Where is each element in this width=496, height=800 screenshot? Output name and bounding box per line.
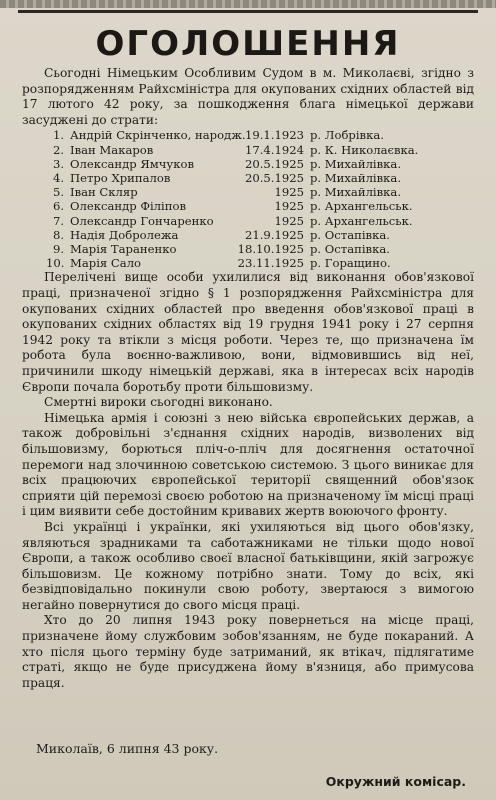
person-name: Олександр Ямчуков	[70, 156, 194, 171]
person-name: Олександр Гончаренко	[70, 213, 214, 228]
birth-place: р. К. Николаєвка.	[310, 142, 419, 157]
birth-place: р. Михайлівка.	[310, 185, 402, 200]
list-number: 10.	[46, 256, 65, 271]
birth-place: р. Архангельськ.	[310, 199, 413, 214]
list-item	[46, 242, 474, 256]
person-name: Андрій Скрінченко, народж.	[70, 128, 246, 143]
list-number: 6.	[52, 199, 64, 214]
paragraph-traitors: Всі українці і українки, які ухиляються від цього обов'язку, являються зрадниками та саботажниками не тільки щодо нової Європи, а також особливо своєї власної батьківщини, якій загрожує більшовизм. Це кожному потрібно знати. Тому до всіх, які безвідповідально покинули свою роботу, звертаюся з вимогою негайно повернутися до свого місця праці.	[22, 519, 474, 612]
birth-place: р. Лобрівка.	[310, 128, 384, 143]
birth-date: 23.11.1925	[237, 256, 304, 271]
birth-place: р. Михайлівка.	[310, 156, 402, 171]
birth-place: р. Горащино.	[310, 256, 391, 271]
birth-date: 1925	[274, 213, 304, 228]
intro-paragraph: Сьогодні Німецьким Особливим Судом в м. Миколаєві, згідно з розпорядженням Райхсміністра для окупованих східних областей від 17 лютого 42 року, за пошкодження блага німецької держави засуджені до страти:	[22, 66, 474, 127]
person-name: Іван Макаров	[70, 142, 154, 157]
list-item	[46, 157, 474, 171]
signature: Окружний комісар.	[325, 774, 466, 789]
birth-date: 1925	[274, 185, 304, 200]
announcement-body	[22, 66, 474, 691]
birth-date: 20.5.1925	[244, 156, 304, 171]
list-number: 3.	[52, 156, 64, 171]
list-item	[46, 185, 474, 199]
list-number: 9.	[52, 242, 64, 256]
list-number: 4.	[52, 170, 64, 185]
birth-place: р. Михайлівка.	[310, 170, 402, 185]
list-number: 5.	[52, 185, 64, 200]
person-name: Петро Хрипалов	[70, 170, 171, 185]
torn-top-edge	[0, 0, 496, 8]
birth-place: р. Остапівка.	[310, 242, 390, 256]
place-date-line: Миколаїв, 6 липня 43 року.	[36, 741, 219, 756]
list-item	[46, 256, 474, 270]
paragraph-executed: Смертні вироки сьогодні виконано.	[44, 395, 273, 410]
birth-date: 19.1.1923	[244, 128, 304, 143]
paragraph-deadline: Хто до 20 липня 1943 року повернеться на місце праці, призначене йому службовим зобов'язанням, не буде покараний. А хто після цього терміну буде затриманий, як втікач, підлягатиме страті, якщо не буде присуджена йому в'язниця, або примусова праця.	[22, 613, 474, 690]
announcement-title: ОГОЛОШЕННЯ	[95, 24, 401, 64]
birth-date: 18.10.1925	[237, 242, 304, 256]
list-number: 1.	[52, 128, 64, 143]
birth-date: 17.4.1924	[244, 142, 304, 157]
birth-date: 1925	[274, 199, 304, 214]
person-name: Надія Добролежа	[70, 227, 179, 242]
person-name: Марія Тараненко	[70, 242, 177, 256]
list-item	[46, 128, 474, 142]
list-item	[46, 228, 474, 242]
person-name: Марія Сало	[70, 256, 142, 271]
list-item	[46, 143, 474, 157]
person-name: Іван Скляр	[70, 185, 138, 200]
birth-date: 21.9.1925	[244, 227, 304, 242]
list-item	[46, 171, 474, 185]
list-number: 2.	[52, 142, 64, 157]
paragraph-army: Німецька армія і союзні з нею війська європейських держав, а також добровільні з'єднання східних народів, визволених від більшовизму, борються пліч-о-пліч для досягнення остаточної перемоги над злочинною советською системою. З цього виникає для всіх працюючих європейської території священний обов'язок сприяти цій перемозі своєю роботою на призначеному їм місці праці і цим виявити себе достойним кривавих жертв воюючого фронту.	[22, 410, 474, 519]
list-item	[46, 199, 474, 213]
list-number: 8.	[52, 227, 64, 242]
birth-date: 20.5.1925	[244, 170, 304, 185]
list-number: 7.	[52, 213, 64, 228]
header-rule	[18, 10, 478, 13]
person-name: Олександр Філіпов	[70, 199, 186, 214]
list-item	[46, 214, 474, 228]
paragraph-evasion: Перелічені вище особи ухилилися від виконання обов'язкової праці, призначеної згідно § 1 розпорядження Райхсміністра для окупованих східних областей про введення обов'язкової праці в окупованих східних областях від 19 грудня 1941 року і 27 серпня 1942 року та втікли з місця роботи. Через те, що призначена їм робота була воєнно-важливою, вони, відмовившись від неї, причинили шкоду німецькій державі, яка в інтересах всіх народів Європи почала боротьбу проти більшовизму.	[22, 270, 474, 394]
birth-place: р. Остапівка.	[310, 227, 390, 242]
birth-place: р. Архангельськ.	[310, 213, 413, 228]
condemned-list	[46, 128, 474, 270]
